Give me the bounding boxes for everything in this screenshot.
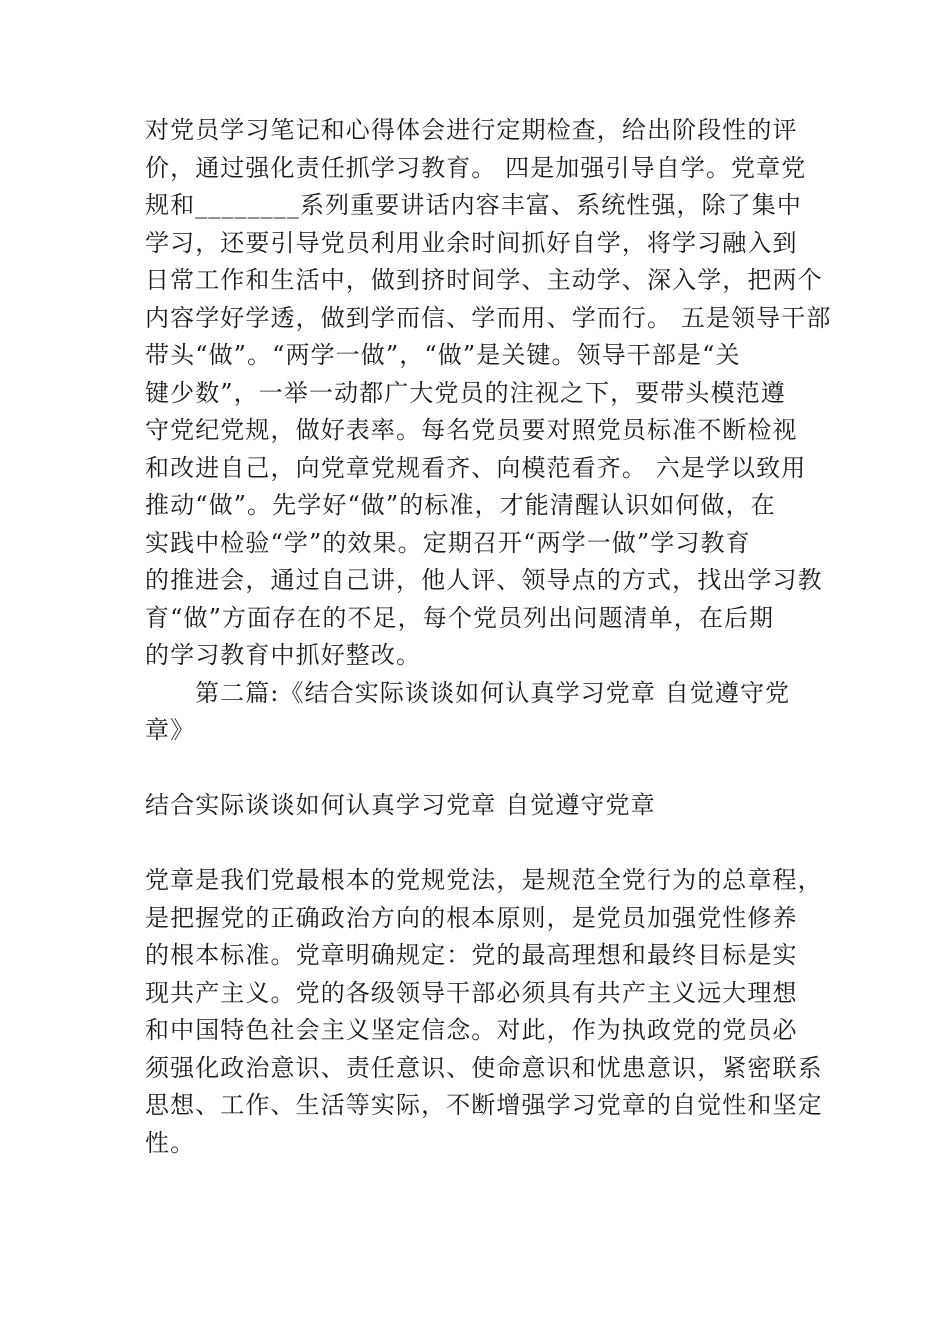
text-line: 守党纪党规，做好表率。每名党员要对照党员标准不断检视 — [145, 416, 798, 444]
text-line: 实践中检验“学”的效果。定期召开“两学一做”学习教育 — [145, 528, 751, 557]
text-line: 现共产主义。党的各级领导干部必须具有共产主义远大理想 — [145, 978, 798, 1007]
text-line: 育“做”方面存在的不足，每个党员列出问题清单，在后期 — [145, 603, 775, 632]
blank-line — [145, 825, 810, 863]
text-line: 的根本标准。党章明确规定：党的最高理想和最终目标是实 — [145, 941, 798, 969]
text-line: 性。 — [145, 1128, 196, 1157]
section-heading — [145, 675, 810, 750]
text-line: 须强化政治意识、责任意识、使命意识和忧患意识，紧密联系 — [145, 1053, 823, 1082]
text-line: 带头“做”。“两学一做”，“做”是关键。领导干部是“关 — [145, 341, 741, 369]
section-heading-line: 章》 — [145, 716, 196, 744]
text-line: 价，通过强化责任抓学习教育。 四是加强引导自学。党章党 — [145, 153, 807, 182]
text-line: 思想、工作、生活等实际，不断增强学习党章的自觉性和坚定 — [145, 1091, 823, 1119]
text-line: 党章是我们党最根本的党规党法，是规范全党行为的总章程， — [145, 866, 823, 894]
article-title: 结合实际谈谈如何认真学习党章 自觉遵守党章 — [145, 791, 656, 819]
text-line: 学习，还要引导党员利用业余时间抓好自学，将学习融入到 — [145, 228, 798, 257]
text-line: 的推进会，通过自己讲，他人评、领导点的方式，找出学习教 — [145, 566, 823, 594]
section-heading-line: 第二篇:《结合实际谈谈如何认真学习党章 自觉遵守党 — [195, 678, 791, 707]
text-line: 日常工作和生活中，做到挤时间学、主动学、深入学，把两个 — [145, 266, 823, 294]
document-page — [145, 112, 832, 1162]
text-line: 规和________系列重要讲话内容丰富、系统性强，除了集中 — [145, 191, 802, 219]
text-line: 键少数”，一举一动都广大党员的注视之下，要带头模范遵 — [145, 378, 786, 407]
text-line: 对党员学习笔记和心得体会进行定期检查，给出阶段性的评 — [145, 116, 798, 144]
text-line: 和改进自己，向党章党规看齐、向模范看齐。 六是学以致用 — [145, 453, 807, 482]
text-line: 和中国特色社会主义坚定信念。对此，作为执政党的党员必 — [145, 1016, 798, 1044]
text-line: 是把握党的正确政治方向的根本原则，是党员加强党性修养 — [145, 903, 798, 932]
text-line: 推动“做”。先学好“做”的标准，才能清醒认识如何做，在 — [145, 491, 776, 519]
body-paragraph-2 — [145, 862, 823, 1162]
text-line: 内容学好学透，做到学而信、学而用、学而行。 五是领导干部 — [145, 303, 832, 332]
text-line: 的学习教育中抓好整改。 — [145, 641, 422, 669]
body-paragraph-1 — [145, 112, 832, 675]
blank-line — [145, 750, 810, 788]
